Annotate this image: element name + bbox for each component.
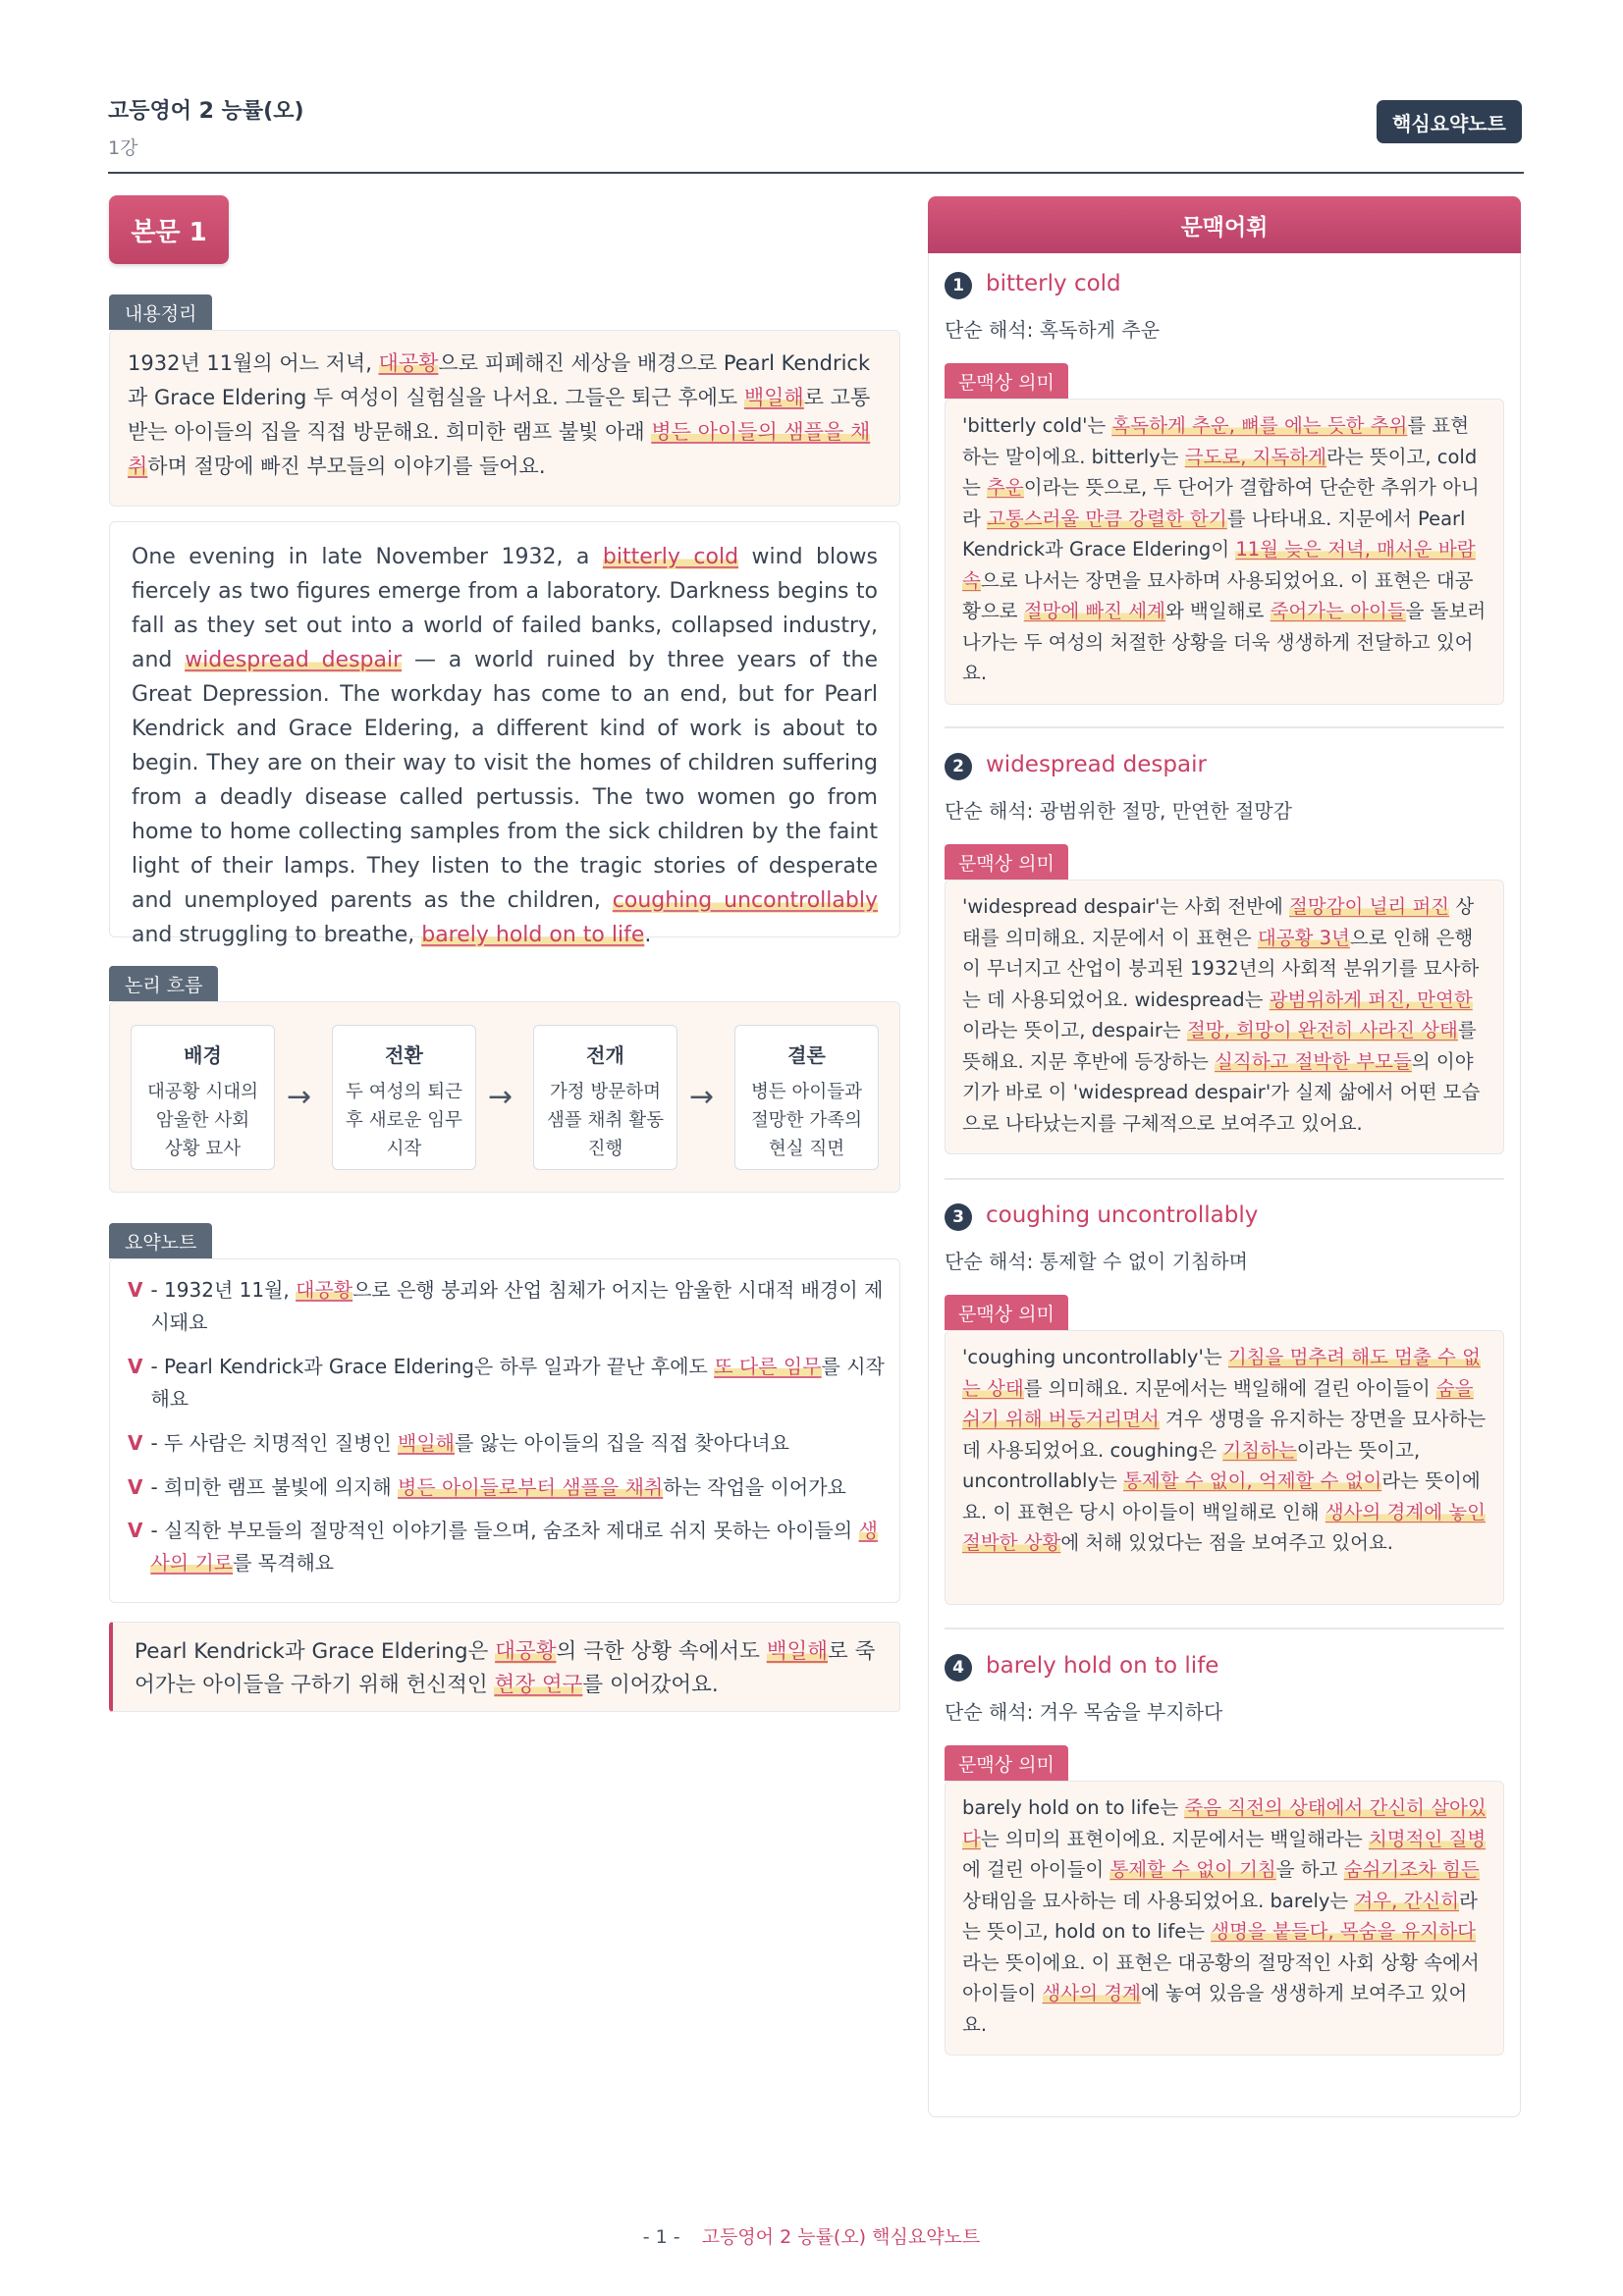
text-segment: 라는 뜻이고, cold는 <box>962 445 1478 499</box>
note-row <box>128 1351 893 1415</box>
passage-box <box>109 521 900 947</box>
flow-line: 암울한 사회 <box>155 1110 250 1131</box>
text-segment: 으로 은행 붕괴와 산업 침체가 어지는 암울한 시대적 배경이 제시돼요 <box>150 1278 884 1334</box>
highlighted-phrase: 병든 아이들의 샘플을 채취 <box>128 420 871 478</box>
flow-line: 두 여성의 퇴근 <box>346 1082 462 1102</box>
text-segment: 를 나타내요. 지문에서 Pearl Kendrick과 Grace Eldering이 <box>962 507 1466 561</box>
highlighted-phrase: 죽어가는 아이들 <box>1270 600 1406 622</box>
vocab-simple <box>945 795 1292 824</box>
meaning-label: 문맥상 의미 <box>945 1745 1068 1781</box>
text-segment: 이라는 뜻으로, 두 단어가 결합하여 단순한 추위가 아니라 <box>962 476 1480 530</box>
note-row <box>128 1274 893 1339</box>
conclusion-box <box>109 1622 900 1712</box>
text-segment: 와 백일해로 <box>1164 600 1271 622</box>
check-mark-icon: V <box>128 1278 143 1302</box>
highlighted-phrase: widespread despair <box>185 648 403 672</box>
meaning-box <box>945 1330 1504 1605</box>
text-segment: 를 의미해요. 지문에서는 백일해에 걸린 아이들이 <box>1023 1376 1436 1400</box>
text-segment: 에 놓여 있음을 생생하게 보여주고 있어요. <box>962 1982 1468 2036</box>
simple-value: 광범위한 절망, 만연한 절망감 <box>1039 799 1293 823</box>
note-text <box>150 1274 893 1339</box>
text-segment: - Pearl Kendrick과 Grace Eldering은 하루 일과가 끝난 후에도 <box>150 1355 715 1378</box>
highlighted-phrase: 대공황 3년 <box>1257 926 1350 949</box>
vocab-divider <box>945 726 1504 728</box>
highlighted-phrase: 생사의 기로 <box>150 1519 878 1575</box>
passage-text <box>132 540 878 952</box>
note-row <box>128 1427 893 1460</box>
text-segment: 를 목격해요 <box>233 1551 335 1575</box>
text-segment: 하며 절망에 빠진 부모들의 이야기를 들어요. <box>147 454 546 478</box>
flow-line: 현실 직면 <box>768 1139 845 1159</box>
meaning-box <box>945 880 1504 1154</box>
meaning-label: 문맥상 의미 <box>945 1295 1068 1330</box>
notes-label: 요약노트 <box>109 1223 212 1258</box>
flow-line: 진행 <box>587 1139 623 1159</box>
meaning-label: 문맥상 의미 <box>945 844 1068 880</box>
highlighted-phrase: 숨을 쉬기 위해 버둥거리면서 <box>962 1376 1474 1430</box>
flow-label: 논리 흐름 <box>109 966 218 1001</box>
highlighted-phrase: 백일해 <box>398 1431 455 1455</box>
flow-card-body <box>333 1078 475 1163</box>
note-text <box>150 1351 893 1415</box>
vocab-number-badge: 1 <box>945 272 972 299</box>
text-segment: 상태를 의미해요. 지문에서 이 표현은 <box>962 895 1475 949</box>
text-segment: - 실직한 부모들의 절망적인 이야기를 들으며, 숨조차 제대로 쉬지 못하는 아이들의 <box>150 1519 859 1542</box>
highlighted-phrase: 생사의 경계 <box>1042 1982 1141 2004</box>
flow-card-body <box>534 1078 676 1163</box>
document-title: 고등영어 2 능률(오) <box>108 99 304 124</box>
simple-label: 단순 해석: <box>945 799 1040 823</box>
vocab-term: widespread despair <box>986 752 1207 777</box>
meaning-box <box>945 1781 1504 2056</box>
vocab-divider <box>945 1628 1504 1629</box>
note-row <box>128 1471 893 1504</box>
flow-line: 절망한 가족의 <box>750 1110 863 1131</box>
meaning-box <box>945 399 1504 705</box>
highlighted-phrase: 대공황 <box>296 1278 353 1302</box>
flow-arrow-icon: → <box>488 1080 514 1114</box>
text-segment: 를 이어갔어요. <box>582 1673 719 1697</box>
vocab-panel-title: 문맥어휘 <box>928 196 1521 253</box>
flow-card-development <box>533 1025 677 1170</box>
header-divider <box>108 172 1524 174</box>
highlighted-phrase: 대공황 <box>495 1639 557 1664</box>
text-segment: and struggling to breathe, <box>132 923 422 947</box>
simple-label: 단순 해석: <box>945 318 1040 342</box>
highlighted-phrase: 현장 연구 <box>494 1673 583 1697</box>
vocab-term: barely hold on to life <box>986 1653 1219 1679</box>
note-row <box>128 1515 893 1579</box>
text-segment: 겨우 생명을 유지하는 장면을 묘사하는 데 사용되었어요. coughing은 <box>962 1408 1487 1462</box>
flow-card-transition <box>332 1025 476 1170</box>
highlighted-phrase: 절망에 빠진 세계 <box>1023 600 1165 622</box>
text-segment: 으로 피폐해진 세상을 배경으로 Pearl Kendrick과 Grace Eldering 두 여성이 실험실을 나서요. 그들은 퇴근 후에도 <box>128 351 871 409</box>
summary-label: 내용정리 <box>109 294 212 330</box>
highlighted-phrase: 백일해 <box>766 1639 829 1664</box>
text-segment: 하는 작업을 이어가요 <box>663 1475 846 1499</box>
highlighted-phrase: 겨우, 간신히 <box>1354 1889 1460 1912</box>
highlighted-phrase: 절망, 희망이 완전히 사라진 상태 <box>1186 1019 1458 1041</box>
text-segment: — a world ruined by three years of the Great Depression. The workday has come to an end, but for Pearl Kendrick and Grace Eldering, a different kind of work is about to begin. They are on their way to visit the homes of children suffering from a deadly disease called pertussis. The two women go from home to home collecting samples from the sick children by the faint light of their lamps. They listen to the tragic stories of desperate and unemployed parents as the children, <box>132 648 879 913</box>
simple-value: 겨우 목숨을 부지하다 <box>1039 1700 1223 1724</box>
highlighted-phrase: 백일해 <box>743 386 804 409</box>
text-segment: 라는 뜻이에요. 이 표현은 대공황의 절망적인 사회 상황 속에서 아이들이 <box>962 1950 1480 2004</box>
text-segment: 'coughing uncontrollably'는 <box>962 1346 1228 1368</box>
check-mark-icon: V <box>128 1431 143 1455</box>
text-segment: 라는 뜻이고, hold on to life는 <box>962 1889 1478 1943</box>
flow-card-head: 전개 <box>586 1043 624 1067</box>
text-segment: 이라는 뜻이고, uncontrollably는 <box>962 1438 1421 1492</box>
meaning-text <box>962 891 1487 1139</box>
highlighted-phrase: 혹독하게 추운, 뼈를 에는 듯한 추위 <box>1111 414 1408 437</box>
vocab-number-badge: 4 <box>945 1654 972 1682</box>
meaning-label: 문맥상 의미 <box>945 363 1068 399</box>
flow-line: 상황 묘사 <box>164 1139 242 1159</box>
flow-card-body <box>132 1078 274 1163</box>
text-segment: - 두 사람은 치명적인 질병인 <box>150 1431 399 1455</box>
flow-card-head: 배경 <box>184 1043 222 1067</box>
vocab-term: bitterly cold <box>986 271 1121 296</box>
meaning-text <box>962 410 1487 689</box>
vocab-number-badge: 3 <box>945 1203 972 1231</box>
highlighted-phrase: 병든 아이들로부터 샘플을 채취 <box>398 1475 664 1499</box>
highlighted-phrase: coughing uncontrollably <box>612 888 878 913</box>
check-mark-icon: V <box>128 1519 143 1542</box>
flow-arrow-icon: → <box>287 1080 312 1114</box>
highlighted-phrase: 또 다른 임무 <box>714 1355 822 1378</box>
text-segment: One evening in late November 1932, a <box>132 545 603 569</box>
section-tab: 본문 1 <box>109 195 229 264</box>
highlighted-phrase: 대공황 <box>378 351 439 375</box>
flow-card-head: 결론 <box>787 1043 826 1067</box>
flow-card-conclusion <box>734 1025 879 1170</box>
text-segment: 를 표현하는 말이에요. bitterly는 <box>962 414 1470 468</box>
highlighted-phrase: 극도로, 지독하게 <box>1184 445 1326 468</box>
simple-label: 단순 해석: <box>945 1700 1040 1724</box>
summary-text <box>128 347 882 484</box>
highlighted-phrase: 죽음 직전의 상태에서 간신히 살아있다 <box>962 1796 1487 1850</box>
text-segment: 에 처해 있었다는 점을 보여주고 있어요. <box>1060 1531 1393 1554</box>
highlighted-phrase: 통제할 수 없이, 억제할 수 없이 <box>1123 1469 1382 1492</box>
check-mark-icon: V <box>128 1355 143 1378</box>
text-segment: 라는 뜻이에요. 이 표현은 당시 아이들이 백일해로 인해 <box>962 1469 1481 1523</box>
text-segment: wind blows fiercely as two figures emerge from a laboratory. Darkness begins to fall as they set out into a world of failed banks, collapsed industry, and <box>132 545 878 672</box>
vocab-number-badge: 2 <box>945 753 972 780</box>
highlighted-phrase: 기침을 멈추려 해도 멈출 수 없는 상태 <box>962 1346 1481 1400</box>
text-segment: - 희미한 램프 불빛에 의지해 <box>150 1475 399 1499</box>
highlighted-phrase: bitterly cold <box>602 545 739 569</box>
simple-label: 단순 해석: <box>945 1250 1040 1273</box>
flow-line: 병든 아이들과 <box>750 1082 863 1102</box>
vocab-simple <box>945 1696 1222 1725</box>
text-segment: 로 고통받는 아이들의 집을 직접 방문해요. 희미한 램프 불빛 아래 <box>128 386 871 444</box>
highlighted-phrase: 추운 <box>987 476 1024 499</box>
text-segment: 'bitterly cold'는 <box>962 414 1112 437</box>
page-number: - 1 - <box>642 2226 680 2248</box>
summary-box <box>109 330 900 507</box>
text-segment: 상태임을 묘사하는 데 사용되었어요. barely는 <box>962 1889 1355 1912</box>
text-segment: 이라는 뜻이고, despair는 <box>962 1019 1187 1041</box>
lesson-label: 1강 <box>108 137 138 159</box>
highlighted-phrase: 고통스러울 만큼 강렬한 한기 <box>987 507 1227 530</box>
flow-card-head: 전환 <box>385 1043 423 1067</box>
meaning-text <box>962 1342 1487 1559</box>
vocab-term: coughing uncontrollably <box>986 1202 1259 1228</box>
highlighted-phrase: 11월 늦은 저녁, 매서운 바람 속 <box>962 538 1476 592</box>
note-type-badge: 핵심요약노트 <box>1377 100 1522 143</box>
text-segment: 를 앓는 아이들의 집을 직접 찾아다녀요 <box>454 1431 789 1455</box>
conclusion-text <box>135 1635 878 1702</box>
flow-line: 시작 <box>386 1139 422 1159</box>
text-segment: 으로 나서는 장면을 묘사하며 사용되었어요. 이 표현은 대공황으로 <box>962 568 1474 622</box>
check-mark-icon: V <box>128 1475 143 1499</box>
text-segment: - 1932년 11월, <box>150 1278 297 1302</box>
simple-value: 통제할 수 없이 기침하며 <box>1039 1250 1249 1273</box>
highlighted-phrase: barely hold on to life <box>421 923 645 947</box>
highlighted-phrase: 숨쉬기조차 힘든 <box>1343 1858 1480 1881</box>
flow-line: 대공황 시대의 <box>146 1082 259 1102</box>
flow-line: 후 새로운 임무 <box>346 1110 462 1131</box>
vocab-divider <box>945 1178 1504 1180</box>
highlighted-phrase: 생명을 붙들다, 목숨을 유지하다 <box>1211 1920 1476 1943</box>
text-segment: 의 극한 상황 속에서도 <box>556 1639 767 1664</box>
text-segment: 를 시작해요 <box>150 1355 885 1411</box>
vocab-simple <box>945 314 1160 343</box>
flow-line: 가정 방문하며 <box>549 1082 662 1102</box>
text-segment: . <box>644 923 652 947</box>
highlighted-phrase: 통제할 수 없이 기침 <box>1109 1858 1276 1881</box>
highlighted-phrase: 실직하고 절박한 부모들 <box>1215 1049 1412 1073</box>
simple-value: 혹독하게 추운 <box>1039 318 1161 342</box>
text-segment: 는 의미의 표현이에요. 지문에서는 백일해라는 <box>980 1827 1369 1850</box>
flow-card-body <box>735 1078 878 1163</box>
text-segment: barely hold on to life는 <box>962 1796 1185 1819</box>
highlighted-phrase: 생사의 경계에 놓인 절박한 상황 <box>962 1500 1486 1554</box>
text-segment: 을 돌보러 나가는 두 여성의 처절한 상황을 더욱 생생하게 전달하고 있어요. <box>962 600 1487 684</box>
text-segment: 1932년 11월의 어느 저녁, <box>128 351 379 375</box>
flow-card-background <box>131 1025 275 1170</box>
note-text <box>150 1515 893 1579</box>
highlighted-phrase: 치명적인 질병 <box>1368 1827 1487 1850</box>
text-segment: 를 뜻해요. 지문 후반에 등장하는 <box>962 1019 1477 1073</box>
text-segment: 'widespread despair'는 사회 전반에 <box>962 895 1290 918</box>
flow-line: 샘플 채취 활동 <box>547 1110 664 1131</box>
text-segment: 으로 인해 은행이 무너지고 산업이 붕괴된 1932년의 사회적 분위기를 묘사하는 데 사용되었어요. widespread는 <box>962 926 1480 1011</box>
footer-title: 고등영어 2 능률(오) 핵심요약노트 <box>701 2226 981 2248</box>
text-segment: Pearl Kendrick과 Grace Eldering은 <box>135 1639 496 1664</box>
vocab-simple <box>945 1246 1248 1274</box>
text-segment: 에 걸린 아이들이 <box>962 1858 1110 1881</box>
text-segment: 을 하고 <box>1275 1858 1344 1881</box>
text-segment: 로 죽어가는 아이들을 구하기 위해 헌신적인 <box>135 1639 876 1697</box>
flow-arrow-icon: → <box>689 1080 715 1114</box>
page-footer <box>0 2222 1623 2249</box>
highlighted-phrase: 기침하는 <box>1222 1438 1297 1462</box>
note-text <box>150 1471 845 1504</box>
highlighted-phrase: 절망감이 널리 퍼진 <box>1289 895 1450 918</box>
meaning-text <box>962 1792 1487 2040</box>
highlighted-phrase: 광범위하게 퍼진, 만연한 <box>1269 988 1473 1011</box>
note-text <box>150 1427 788 1460</box>
text-segment: 의 이야기가 바로 이 'widespread despair'가 실제 삶에서 어떤 모습으로 나타났는지를 구체적으로 보여주고 있어요. <box>962 1049 1481 1135</box>
